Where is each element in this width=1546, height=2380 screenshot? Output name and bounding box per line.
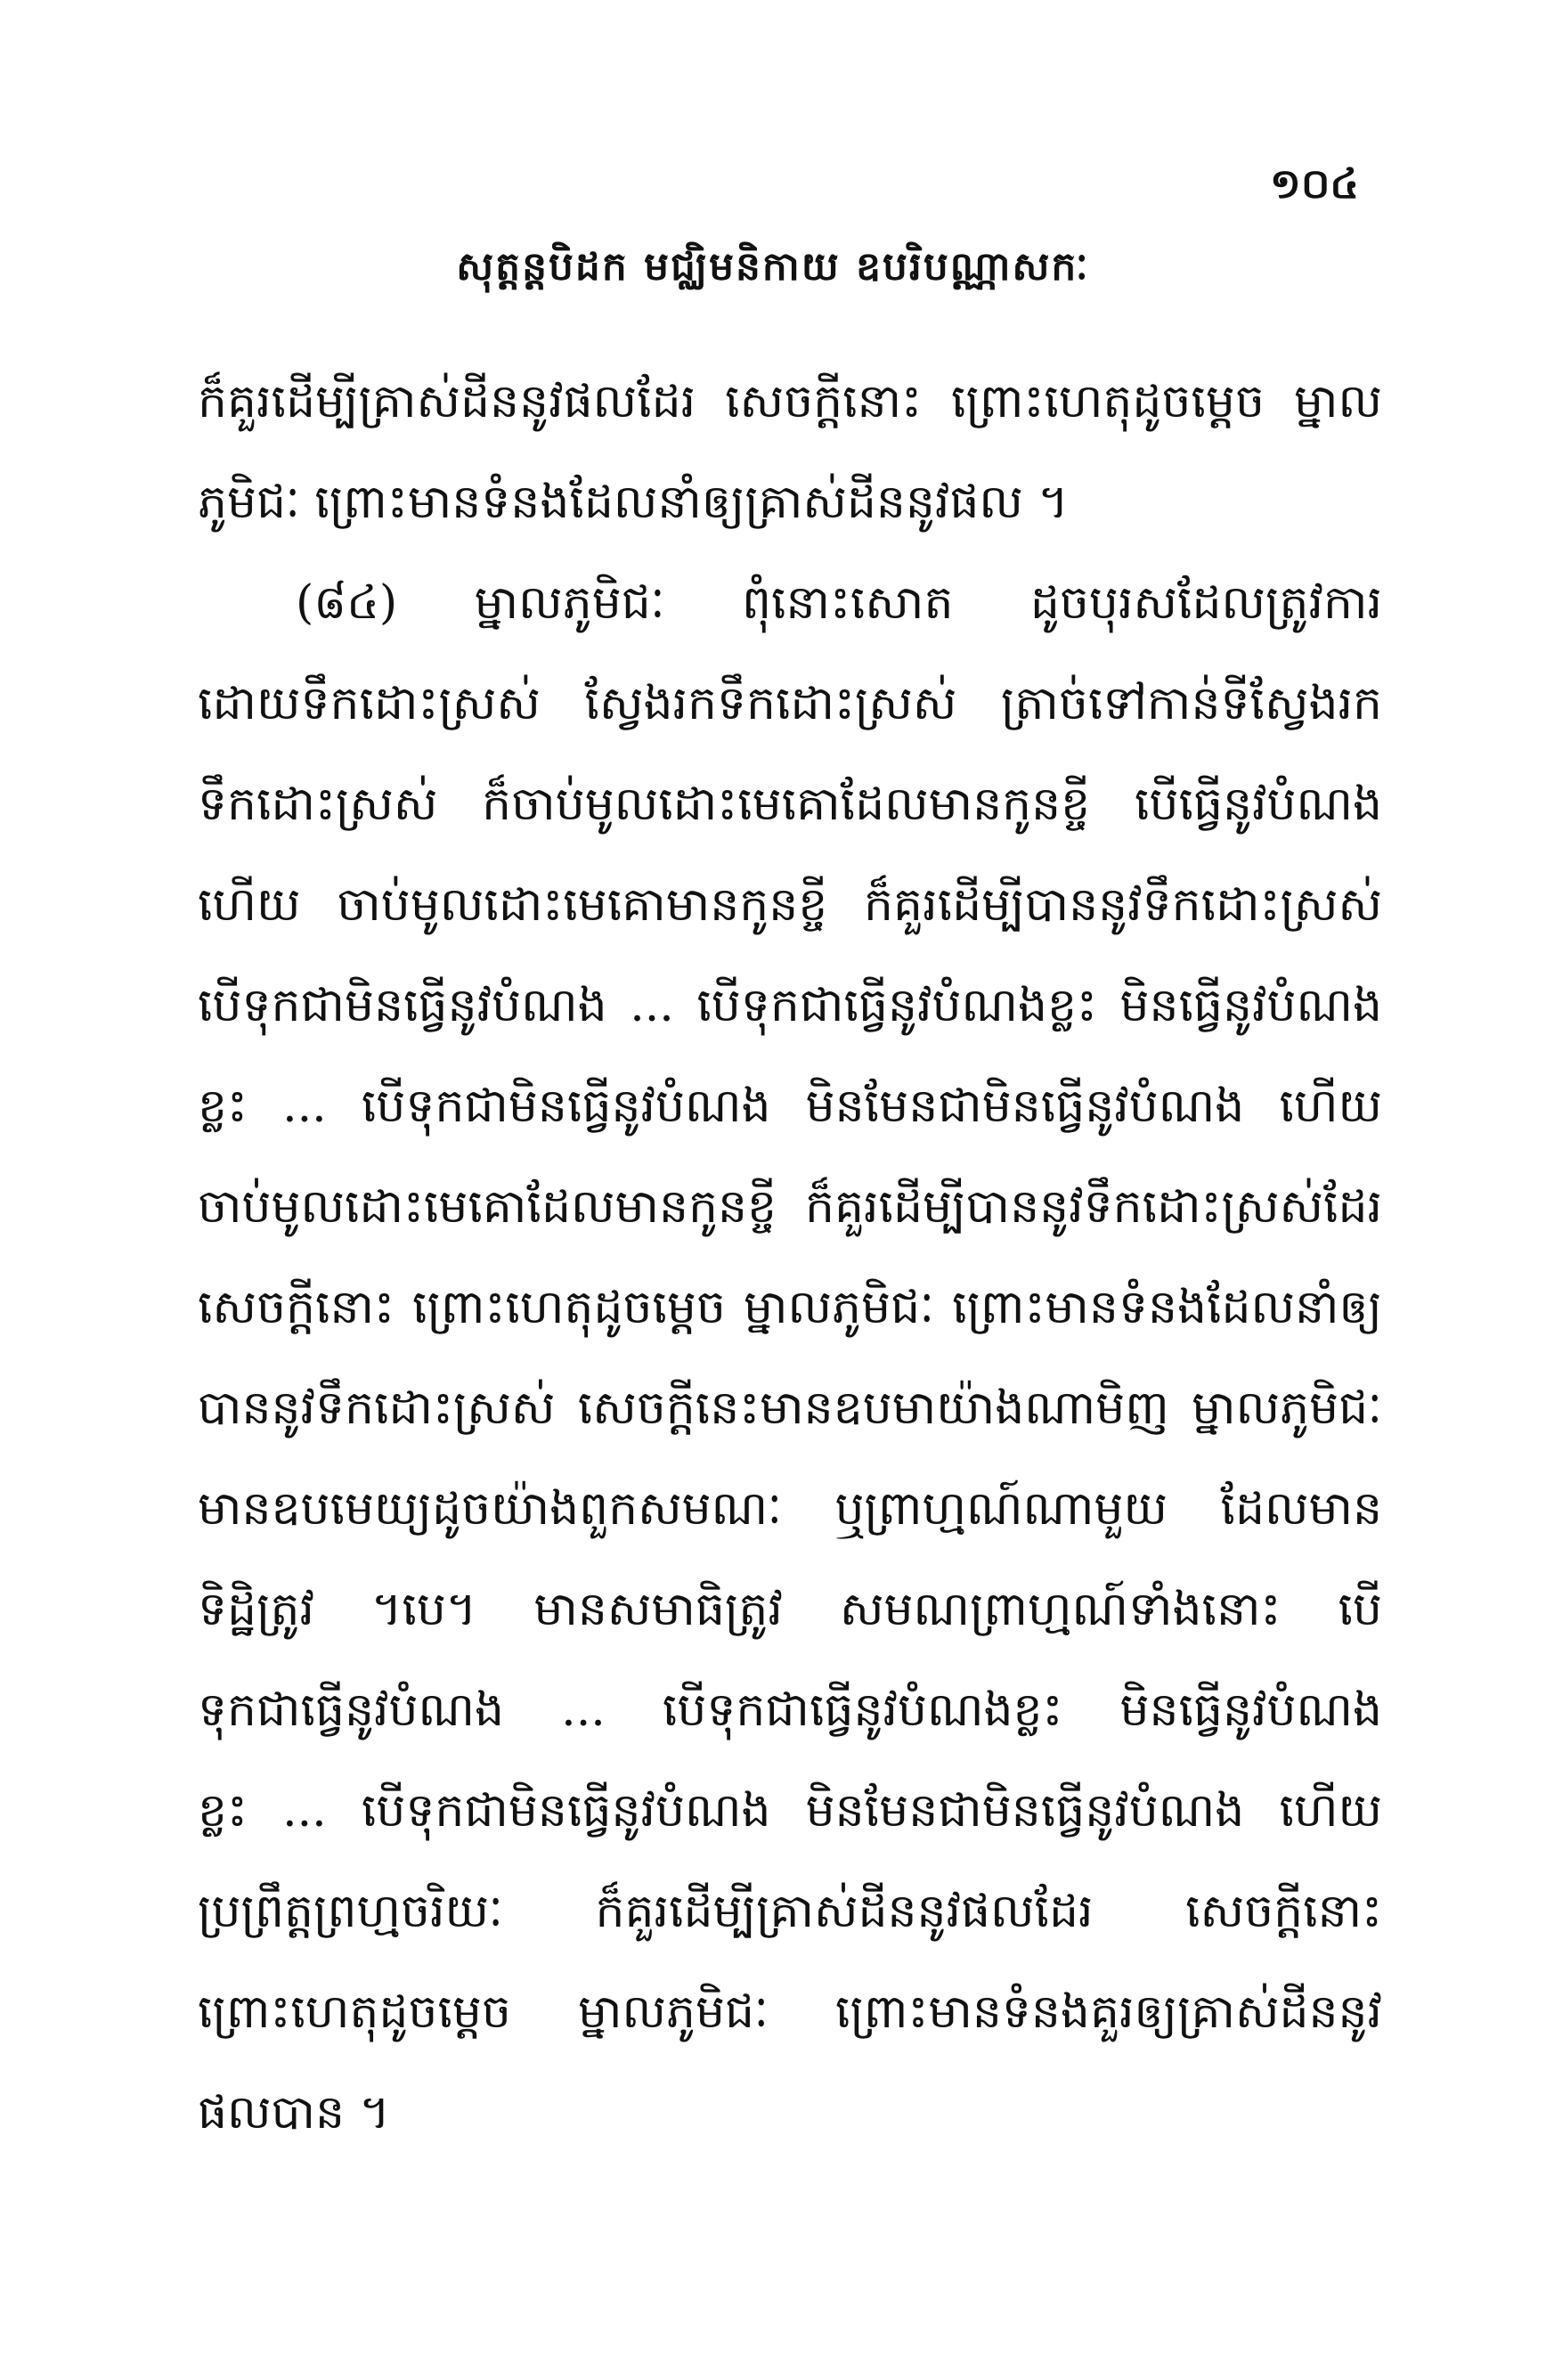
text-line: ព្រោះហេតុដូចម្តេច ម្នាលភូមិជៈ ព្រោះមានទំនងគួរឲ្យគ្រាស់ដីននូវ bbox=[198, 1985, 1382, 2039]
text-line: ចាប់មូលដោះមេគោដែលមានកូនខ្ចី ក៏គួរដើម្បីបាននូវទឹកដោះស្រស់ដែរ bbox=[198, 1180, 1382, 1234]
text-line: បើទុកជាមិនធ្វើនូវបំណង ... បើទុកជាធ្វើនូវបំណងខ្លះ មិនធ្វើនូវបំណង bbox=[198, 979, 1382, 1032]
text-line: ប្រព្រឹត្តព្រហ្មចរិយៈ ក៏គួរដើម្បីគ្រាស់ដីននូវផលដែរ សេចក្តីនោះ bbox=[198, 1885, 1382, 1938]
page-number: ១០៤ bbox=[1270, 159, 1359, 208]
text-line: (៨៤) ម្នាលភូមិជៈ ពុំនោះសោត ដូចបុរសដែលត្រូវការ bbox=[296, 576, 1382, 630]
text-line: ទុកជាធ្វើនូវបំណង ... បើទុកជាធ្វើនូវបំណងខ្លះ មិនធ្វើនូវបំណង bbox=[198, 1683, 1382, 1737]
text-line: សេចក្តីនោះ ព្រោះហេតុដូចម្តេច ម្នាលភូមិជៈ ព្រោះមានទំនងដែលនាំឲ្យ bbox=[198, 1281, 1382, 1334]
text-line: ខ្លះ ... បើទុកជាមិនធ្វើនូវបំណង មិនមែនជាមិនធ្វើនូវបំណង ហើយ bbox=[198, 1784, 1382, 1838]
text-line: ភូមិជៈ ព្រោះមានទំនងដែលនាំឲ្យគ្រាស់ដីននូវផល ។ bbox=[198, 476, 1069, 529]
text-line: ទិដ្ឋិត្រូវ ។បេ។ មានសមាធិត្រូវ សមណព្រាហ្មណ៍ទាំងនោះ បើ bbox=[198, 1583, 1382, 1636]
text-line: ក៏គួរដើម្បីគ្រាស់ដីននូវផលដែរ សេចក្តីនោះ ព្រោះហេតុដូចម្តេច ម្នាល bbox=[198, 375, 1382, 428]
text-line: បាននូវទឹកដោះស្រស់ សេចក្តីនេះមានឧបមាយ៉ាងណាមិញ ម្នាលភូមិជៈ bbox=[198, 1382, 1382, 1435]
text-line: ខ្លះ ... បើទុកជាមិនធ្វើនូវបំណង មិនមែនជាមិនធ្វើនូវបំណង ហើយ bbox=[198, 1080, 1382, 1133]
text-line: ហើយ ចាប់មូលដោះមេគោមានកូនខ្ចី ក៏គួរដើម្បីបាននូវទឹកដោះស្រស់ bbox=[198, 878, 1382, 932]
text-line: ទឹកដោះស្រស់ ក៏ចាប់មូលដោះមេគោដែលមានកូនខ្ចី បើធ្វើនូវបំណង bbox=[198, 778, 1382, 831]
text-line: មានឧបមេយ្យដូចយ៉ាងពួកសមណៈ ឬព្រាហ្មណ៍ណាមួយ ដែលមាន bbox=[198, 1482, 1382, 1536]
running-head: សុត្តន្តបិដក មជ្ឈិមនិកាយ ឧបរិបណ្ណាសកៈ bbox=[456, 244, 1090, 289]
text-line: ផលបាន ។ bbox=[198, 2086, 390, 2140]
body-text bbox=[198, 352, 1382, 2164]
text-line: ដោយទឹកដោះស្រស់ ស្វែងរកទឹកដោះស្រស់ ត្រាច់ទៅកាន់ទីស្វែងរក bbox=[198, 677, 1382, 730]
